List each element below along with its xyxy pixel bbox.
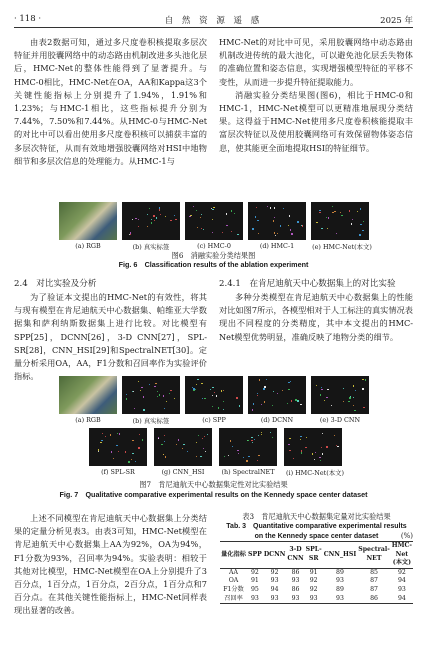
table-cell: 92 — [309, 577, 318, 585]
table-cell: 91 — [309, 568, 318, 576]
table-row — [220, 595, 413, 604]
caption-d: (d) HMC-1 — [259, 242, 295, 250]
column-header: Spectral-NET — [357, 542, 391, 569]
column-header: 量化指标 — [220, 542, 247, 569]
ground-truth-map — [122, 376, 180, 414]
table-title-zh: 表3 肯尼迪航天中心数据集定量对比实验结果 — [242, 512, 391, 521]
table-cell: 93 — [309, 594, 318, 602]
column-header: SPL-SR — [305, 542, 323, 569]
caption-a: (a) RGB — [75, 416, 101, 424]
table-cell: 93 — [250, 594, 259, 602]
spp-map — [185, 376, 243, 414]
caption-h: (h) SpectralNET — [221, 468, 275, 476]
hmcnet-map — [284, 428, 342, 466]
column-header: CNN_HSI — [323, 542, 358, 569]
section-2-4 — [14, 278, 207, 383]
left-column-top — [14, 36, 207, 168]
table-cell: 89 — [336, 585, 344, 593]
table-cell: 93 — [270, 594, 279, 602]
table-title-en-1: Tab. 3 Quantitative comparative experimental results — [226, 523, 407, 530]
paragraph: 上述不同模型在肯尼迪航天中心数据集上分类结果的定量分析见表3。由表3可知，HMC-Net模型在肯尼迪航天中心数据集上AA为92%，OA为94%，F1分数为93%，召回率为94%。实验表明：相较于其他对比模型，HMC-Net模型在OA上分别提升了3百分点，1百分点，1百分点，2百分点，1百分点和7百分点。在其他关键性能指标上，HMC-Net同样表现出显著的改善。 — [14, 513, 207, 616]
table-cell: 86 — [291, 568, 300, 576]
hmc1-map — [248, 202, 306, 240]
table-cell: 92 — [250, 568, 259, 576]
journal-year: 2025 年 — [380, 16, 413, 26]
caption-g: (g) CNN_HSI — [161, 468, 205, 476]
section-2-4-1 — [219, 278, 413, 344]
table-cell: 86 — [291, 585, 300, 593]
dcnn-map — [248, 376, 306, 414]
table-cell: AA — [229, 568, 238, 576]
column-header: 3-D CNN — [286, 542, 304, 569]
table-unit: (%) — [400, 531, 413, 540]
column-header: SPP — [247, 542, 263, 569]
hmcnet-map — [311, 202, 369, 240]
table-cell: F1分数 — [223, 585, 244, 593]
paragraph: 为了验证本文提出的HMC-Net的有效性，将其与现有模型在肯尼迪航天中心数据集、帕维亚大学数据集和萨利纳斯数据集上进行比较。对比模型有SPP[25]，DCNN[26]，3-D CNN[27]，SPL-SR[28]，CNN_HSI[29]和SpectralNET[30]。定量分析采用OA，AA，F1分数和召回率作为实验评价指标。 — [14, 292, 207, 382]
rgb-image — [59, 376, 117, 414]
caption-b: (b) 真实标签 — [132, 417, 170, 425]
table-cell: 93 — [291, 594, 300, 602]
paragraph: 消融实验分类结果图(图6)，相比于HMC-0和HMC-1，HMC-Net模型可以更精准地展现分类结果。这得益于HMC-Net使用多尺度卷积核能提取丰富层次特征以及使用胶囊网络可有效保留物体姿态信息，使其能更全面地提取HSI的特征细节。 — [219, 89, 413, 153]
table-cell: 93 — [270, 577, 279, 585]
caption-d: (d) DCNN — [260, 416, 294, 424]
table-cell: 85 — [370, 568, 378, 576]
subsection-heading: 2.4.1 在肯尼迪航天中心数据集上的对比实验 — [219, 279, 396, 289]
table-title-en-2: on the Kennedy space center dataset — [254, 532, 379, 540]
column-header: HMC-Net (本文) — [391, 542, 413, 569]
caption-c: (c) HMC-0 — [197, 242, 231, 250]
cnnhsi-map — [154, 428, 212, 466]
table-cell: 92 — [270, 568, 279, 576]
table-cell: 92 — [397, 568, 406, 576]
caption-f: (f) SPL-SR — [101, 468, 135, 476]
caption-e: (e) 3-D CNN — [319, 416, 361, 424]
table-cell: 93 — [291, 577, 300, 585]
table-row — [220, 577, 413, 586]
figure-7-title-zh: 图7 肯尼迪航天中心数据集定性对比实验结果 — [139, 480, 288, 489]
section-heading: 2.4 对比实验及分析 — [14, 279, 97, 289]
journal-name: 自 然 资 源 遥 感 — [164, 16, 263, 26]
left-column-bottom — [14, 512, 207, 618]
table-cell: 87 — [370, 577, 378, 585]
paragraph: 多种分类模型在肯尼迪航天中心数据集上的性能对比如图7所示，各模型相对于人工标注的真实情况表现出不同程度的分类精度，其中本文提出的HMC-Net模型优势明显，准确反映了地物分类的细节。 — [219, 292, 413, 342]
right-column-top — [219, 36, 413, 155]
table-cell: 93 — [397, 585, 406, 593]
rgb-image — [59, 202, 117, 240]
splsr-map — [89, 428, 147, 466]
ground-truth-map — [122, 202, 180, 240]
figure-6-title-en: Fig. 6 Classification results of the ablation experiment — [118, 260, 309, 269]
page-header — [14, 14, 413, 28]
caption-e: (e) HMC-Net(本文) — [312, 243, 372, 251]
table-cell: 92 — [309, 585, 318, 593]
caption-b: (b) 真实标签 — [132, 243, 170, 251]
figure-6 — [14, 202, 413, 268]
data-table — [220, 541, 413, 604]
table-cell: 94 — [397, 577, 406, 585]
table-cell: 94 — [270, 585, 279, 593]
caption-a: (a) RGB — [75, 242, 101, 250]
3dcnn-map — [311, 376, 369, 414]
spectralnet-map — [219, 428, 277, 466]
header-rule — [14, 27, 413, 28]
table-cell: 94 — [397, 594, 406, 602]
paragraph: 由表2数据可知，通过多尺度卷积核提取多层次特征并用胶囊网络中的动态路由机制改进多头池化层后，HMC-Net的整体性能得到了显著提升。与HMC-0相比，HMC-Net在OA，AA和Kappa这3个关键性能指标上分别提升了1.94%，1.91%和1.23%；与HMC-1相比，这些指标提升分别为7.44%，7.50%和7.44%。从HMC-0与HMC-Net的对比中可以看出使用多尺度卷积核可以捕获丰富的多层次特征，从而有效地增强胶囊网络对HSI中地物细节和多层次信息的处理能力。从HMC-1与 — [14, 37, 207, 166]
page-number: · 118 · — [14, 14, 42, 24]
hmc0-map — [185, 202, 243, 240]
table-cell: 87 — [370, 585, 378, 593]
figure-6-title-zh: 图6 消融实验分类结果图 — [171, 251, 256, 260]
table-cell: OA — [228, 577, 239, 585]
table-cell: 95 — [250, 585, 259, 593]
figure-7 — [14, 376, 413, 500]
paragraph: HMC-Net的对比中可见，采用胶囊网络中动态路由机制改进传统的最大池化，可以避免池化层丢失物体的准确位置和姿态信息，实现增强模型特征的平移不变性，从而进一步提升特征提取能力。 — [219, 37, 413, 87]
table-cell: 86 — [370, 594, 378, 602]
table-cell: 召回率 — [224, 594, 243, 602]
figure-7-title-en: Fig. 7 Qualitative comparative experimental results on the Kennedy space center dataset — [59, 490, 368, 499]
table-cell: 93 — [336, 577, 344, 585]
table-cell: 91 — [250, 577, 259, 585]
table-3 — [220, 512, 413, 604]
table-cell: 89 — [336, 568, 344, 576]
table-cell: 93 — [336, 594, 344, 602]
table-row — [220, 586, 413, 595]
table-row — [220, 568, 413, 577]
caption-c: (c) SPP — [202, 416, 226, 424]
caption-i: (i) HMC-Net(本文) — [286, 469, 344, 477]
column-header: DCNN — [263, 542, 287, 569]
